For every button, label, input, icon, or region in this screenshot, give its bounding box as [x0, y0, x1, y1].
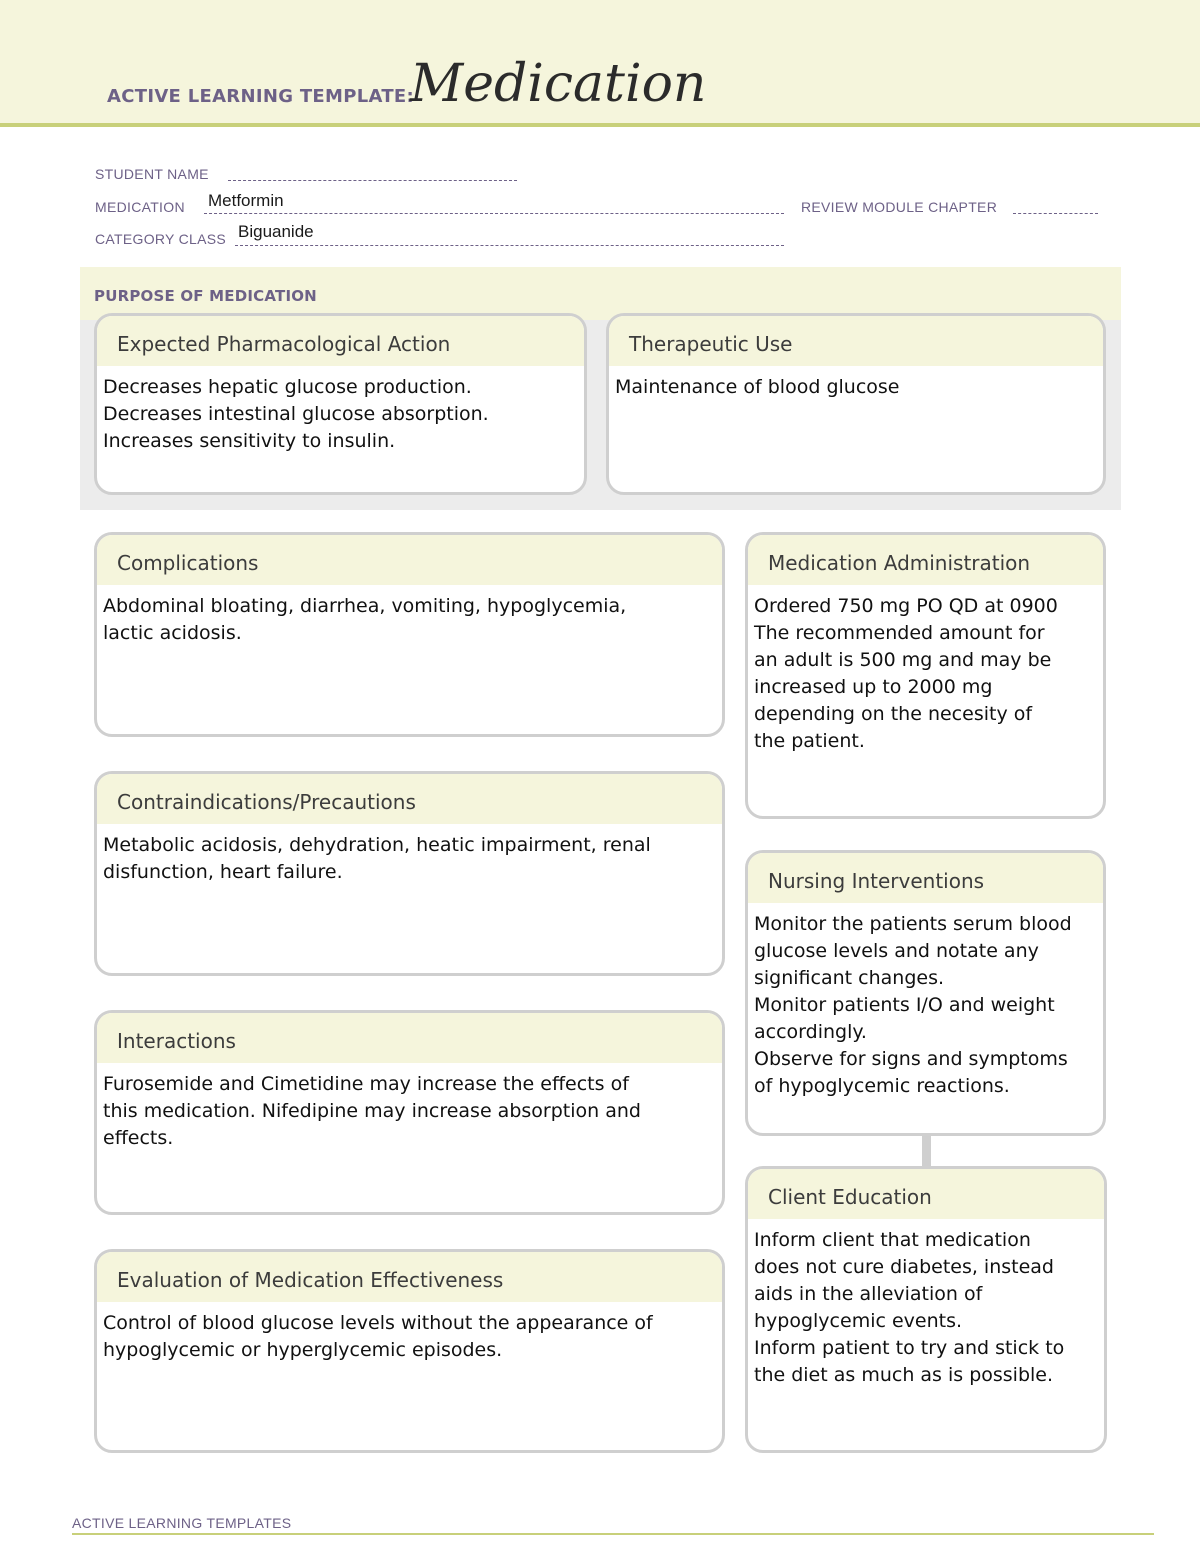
- nursing-title: Nursing Interventions: [748, 853, 1103, 903]
- interactions-text[interactable]: Furosemide and Cimetidine may increase the effects of this medication. Nifedipine may increase absorption and effects.: [103, 1073, 641, 1149]
- medication-field-line: [204, 213, 784, 214]
- complications-card: [94, 532, 725, 737]
- page-title: Medication: [410, 54, 707, 114]
- administration-card: [745, 532, 1106, 819]
- student-name-field[interactable]: [228, 180, 517, 181]
- evaluation-text[interactable]: Control of blood glucose levels without the appearance of hypoglycemic or hyperglycemic episodes.: [103, 1312, 653, 1361]
- administration-title: Medication Administration: [748, 535, 1103, 585]
- interactions-card: [94, 1010, 725, 1215]
- card-connector: [922, 1134, 931, 1166]
- therapeutic-use-card: [606, 313, 1106, 495]
- evaluation-title: Evaluation of Medication Effectiveness: [97, 1252, 722, 1302]
- category-class-label: CATEGORY CLASS: [95, 231, 227, 247]
- interactions-title: Interactions: [97, 1013, 722, 1063]
- expected-action-text[interactable]: Decreases hepatic glucose production. Decreases intestinal glucose absorption. Increases sensitivity to insulin.: [103, 376, 489, 452]
- education-card: [745, 1166, 1107, 1453]
- complications-text[interactable]: Abdominal bloating, diarrhea, vomiting, hypoglycemia, lactic acidosis.: [103, 595, 627, 644]
- nursing-text[interactable]: Monitor the patients serum blood glucose levels and notate any significant changes. Monitor patients I/O and weight accordingly. Observe for signs and symptoms of hypoglycemic reactions.: [754, 913, 1072, 1097]
- contraindications-text[interactable]: Metabolic acidosis, dehydration, heatic impairment, renal disfunction, heart failure.: [103, 834, 651, 883]
- purpose-label: PURPOSE OF MEDICATION: [94, 287, 317, 305]
- expected-action-card: [94, 313, 587, 495]
- footer-label: ACTIVE LEARNING TEMPLATES: [72, 1515, 292, 1531]
- review-module-field[interactable]: [1013, 213, 1098, 214]
- therapeutic-use-text[interactable]: Maintenance of blood glucose: [615, 376, 900, 398]
- nursing-card: [745, 850, 1106, 1136]
- administration-text[interactable]: Ordered 750 mg PO QD at 0900 The recommended amount for an adult is 500 mg and may be increased up to 2000 mg depending on the necesity of the patient.: [754, 595, 1058, 752]
- education-title: Client Education: [748, 1169, 1104, 1219]
- expected-action-title: Expected Pharmacological Action: [97, 316, 584, 366]
- medication-label: MEDICATION: [95, 199, 185, 215]
- footer-rule: [72, 1533, 1154, 1535]
- contraindications-title: Contraindications/Precautions: [97, 774, 722, 824]
- student-name-label: STUDENT NAME: [95, 166, 209, 182]
- contraindications-card: [94, 771, 725, 976]
- category-class-field[interactable]: Biguanide: [238, 222, 314, 241]
- complications-title: Complications: [97, 535, 722, 585]
- therapeutic-use-title: Therapeutic Use: [609, 316, 1103, 366]
- header-rule: [0, 123, 1200, 127]
- medication-field[interactable]: Metformin: [208, 191, 284, 210]
- education-text[interactable]: Inform client that medication does not cure diabetes, instead aids in the alleviation of hypoglycemic events. Inform patient to try and stick to the diet as much as is possible.: [754, 1229, 1065, 1386]
- template-label: ACTIVE LEARNING TEMPLATE:: [107, 86, 414, 107]
- review-module-label: REVIEW MODULE CHAPTER: [801, 199, 998, 215]
- category-class-field-line: [235, 245, 784, 246]
- evaluation-card: [94, 1249, 725, 1453]
